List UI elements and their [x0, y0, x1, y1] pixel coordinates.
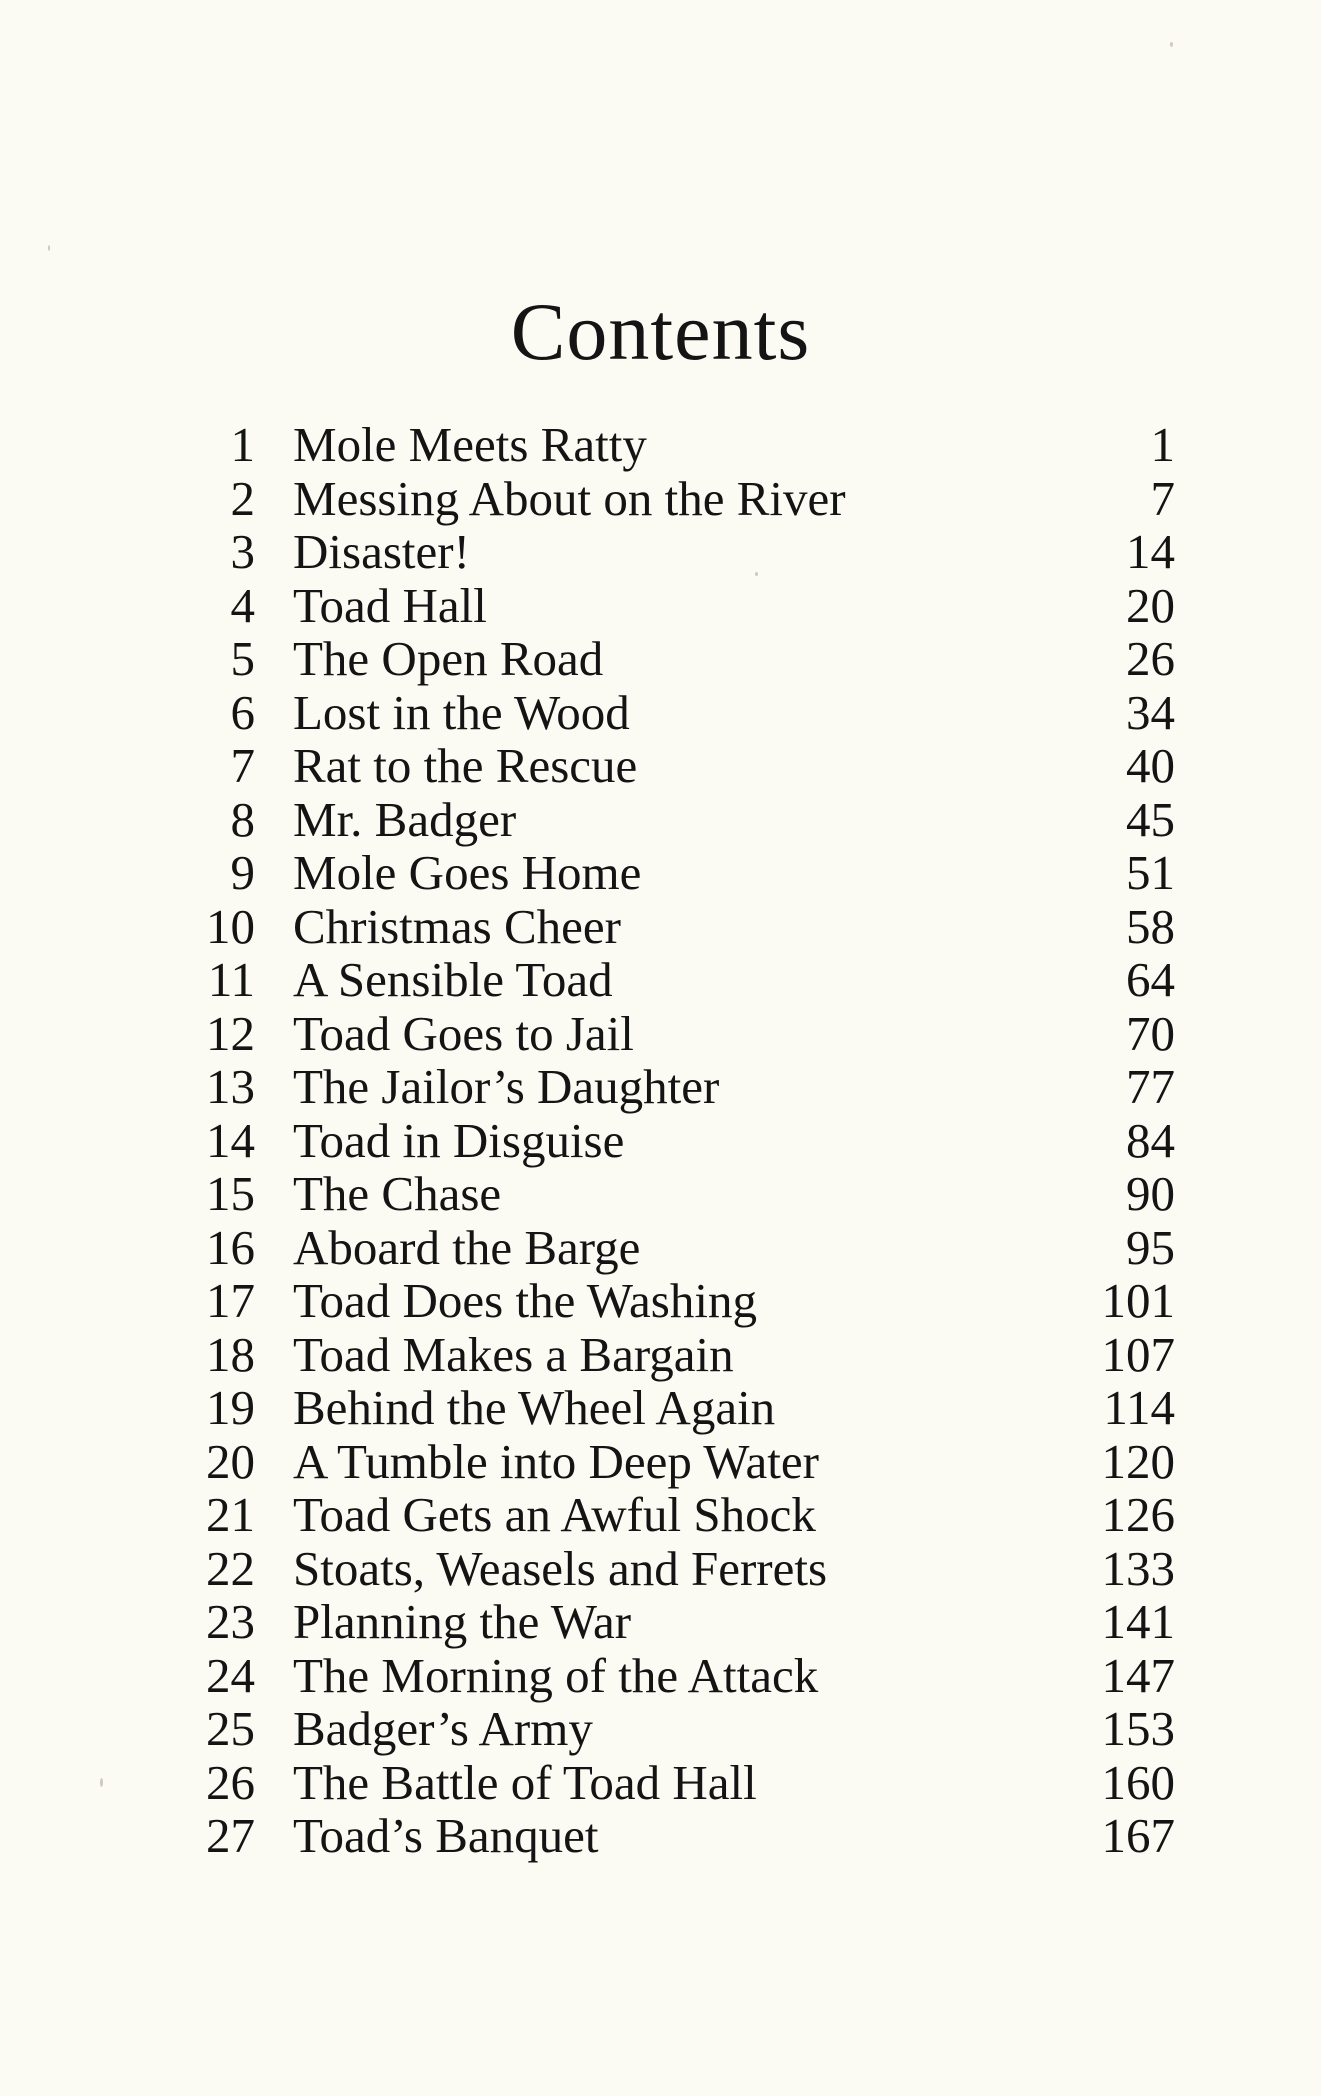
toc-entry — [185, 632, 1175, 686]
chapter-number: 16 — [206, 1219, 255, 1275]
page-number: 153 — [1101, 1701, 1175, 1756]
toc-entry — [185, 1756, 1175, 1810]
page-number: 133 — [1101, 1540, 1175, 1596]
chapter-title: Behind the Wheel Again — [293, 1380, 776, 1435]
chapter-title: The Battle of Toad Hall — [293, 1754, 757, 1810]
chapter-title: Lost in the Wood — [293, 684, 630, 740]
chapter-title: Planning the War — [293, 1594, 632, 1649]
page-title-text: Contents — [510, 286, 811, 377]
toc-entry — [185, 1381, 1175, 1435]
chapter-title: Stoats, Weasels and Ferrets — [293, 1540, 828, 1596]
chapter-number: 11 — [207, 952, 255, 1007]
chapter-number: 21 — [206, 1487, 255, 1542]
chapter-title: A Tumble into Deep Water — [293, 1433, 819, 1489]
chapter-number: 3 — [230, 524, 255, 579]
toc-entry — [185, 686, 1175, 740]
chapter-title: Badger’s Army — [293, 1701, 593, 1756]
toc-entry — [185, 525, 1175, 579]
chapter-title: Toad Does the Washing — [293, 1273, 757, 1328]
toc-entry — [185, 1167, 1175, 1221]
chapter-title: Disaster! — [293, 524, 470, 579]
page-number: 95 — [1126, 1219, 1175, 1275]
chapter-number: 5 — [230, 631, 255, 686]
chapter-number: 20 — [206, 1433, 255, 1489]
chapter-number: 12 — [206, 1005, 255, 1061]
toc-entry — [185, 579, 1175, 633]
chapter-title: Toad Makes a Bargain — [293, 1326, 734, 1382]
chapter-title: Aboard the Barge — [293, 1219, 641, 1275]
page-number: 160 — [1101, 1754, 1175, 1810]
chapter-number: 14 — [206, 1112, 255, 1168]
paper-speck — [100, 1778, 103, 1787]
chapter-number: 4 — [230, 577, 255, 633]
chapter-number: 27 — [206, 1808, 255, 1863]
chapter-title: The Morning of the Attack — [293, 1647, 819, 1703]
toc-entry — [185, 1435, 1175, 1489]
chapter-title: Messing About on the River — [293, 470, 846, 526]
page-number: 34 — [1126, 684, 1175, 740]
page-number: 126 — [1101, 1487, 1175, 1542]
toc-entry — [185, 953, 1175, 1007]
chapter-number: 6 — [230, 684, 255, 740]
toc-entry — [185, 739, 1175, 793]
table-of-contents — [185, 418, 1175, 1863]
page-number: 141 — [1101, 1594, 1175, 1649]
chapter-number: 19 — [206, 1380, 255, 1435]
chapter-title: Christmas Cheer — [293, 898, 621, 954]
chapter-title: Toad in Disguise — [293, 1112, 625, 1168]
page-number: 70 — [1126, 1005, 1175, 1061]
chapter-number: 7 — [230, 738, 255, 793]
chapter-number: 15 — [206, 1166, 255, 1221]
chapter-title: Toad’s Banquet — [293, 1808, 599, 1863]
page-number: 120 — [1101, 1433, 1175, 1489]
page-number: 114 — [1103, 1380, 1175, 1435]
chapter-title: Mole Meets Ratty — [293, 417, 647, 472]
toc-entry — [185, 1542, 1175, 1596]
chapter-number: 22 — [206, 1540, 255, 1596]
toc-entry — [185, 1702, 1175, 1756]
page-number: 14 — [1126, 524, 1175, 579]
page-number: 45 — [1126, 791, 1175, 847]
chapter-number: 25 — [206, 1701, 255, 1756]
chapter-title: Rat to the Rescue — [293, 738, 638, 793]
chapter-title: Toad Goes to Jail — [293, 1005, 634, 1061]
toc-entry — [185, 1221, 1175, 1275]
page-number: 40 — [1126, 738, 1175, 793]
page-number: 107 — [1101, 1326, 1175, 1382]
chapter-number: 9 — [230, 845, 255, 900]
page-number: 167 — [1101, 1808, 1175, 1863]
toc-entry — [185, 1007, 1175, 1061]
chapter-title: The Jailor’s Daughter — [293, 1059, 720, 1114]
chapter-number: 2 — [230, 470, 255, 526]
page-number: 58 — [1126, 898, 1175, 954]
toc-entry — [185, 900, 1175, 954]
chapter-title: Toad Hall — [293, 577, 487, 633]
toc-entry — [185, 1114, 1175, 1168]
toc-entry — [185, 793, 1175, 847]
page-title — [0, 282, 1321, 382]
page-number: 90 — [1126, 1166, 1175, 1221]
toc-entry — [185, 1595, 1175, 1649]
chapter-title: The Chase — [293, 1166, 502, 1221]
chapter-number: 23 — [206, 1594, 255, 1649]
chapter-number: 8 — [230, 791, 255, 847]
page-number: 101 — [1101, 1273, 1175, 1328]
toc-entry — [185, 1809, 1175, 1863]
toc-entry — [185, 1649, 1175, 1703]
paper-speck — [48, 245, 50, 251]
chapter-number: 1 — [230, 417, 255, 472]
toc-entry — [185, 1060, 1175, 1114]
chapter-title: A Sensible Toad — [293, 952, 613, 1007]
chapter-title: Toad Gets an Awful Shock — [293, 1487, 816, 1542]
toc-entry — [185, 1488, 1175, 1542]
page-number: 7 — [1150, 470, 1175, 526]
toc-entry — [185, 1328, 1175, 1382]
toc-entry — [185, 418, 1175, 472]
chapter-title: Mr. Badger — [293, 791, 517, 847]
paper-speck — [1170, 42, 1173, 47]
chapter-title: Mole Goes Home — [293, 845, 642, 900]
chapter-number: 17 — [206, 1273, 255, 1328]
page-number: 26 — [1126, 631, 1175, 686]
chapter-number: 10 — [206, 898, 255, 954]
page-number: 84 — [1126, 1112, 1175, 1168]
toc-entry — [185, 1274, 1175, 1328]
toc-entry — [185, 472, 1175, 526]
page-number: 20 — [1126, 577, 1175, 633]
chapter-title: The Open Road — [293, 631, 604, 686]
page-number: 64 — [1126, 952, 1175, 1007]
toc-entry — [185, 846, 1175, 900]
page-number: 147 — [1101, 1647, 1175, 1703]
chapter-number: 26 — [206, 1754, 255, 1810]
page-number: 77 — [1126, 1059, 1175, 1114]
chapter-number: 24 — [206, 1647, 255, 1703]
chapter-number: 18 — [206, 1326, 255, 1382]
page-number: 1 — [1150, 417, 1175, 472]
page-number: 51 — [1126, 845, 1175, 900]
chapter-number: 13 — [206, 1059, 255, 1114]
